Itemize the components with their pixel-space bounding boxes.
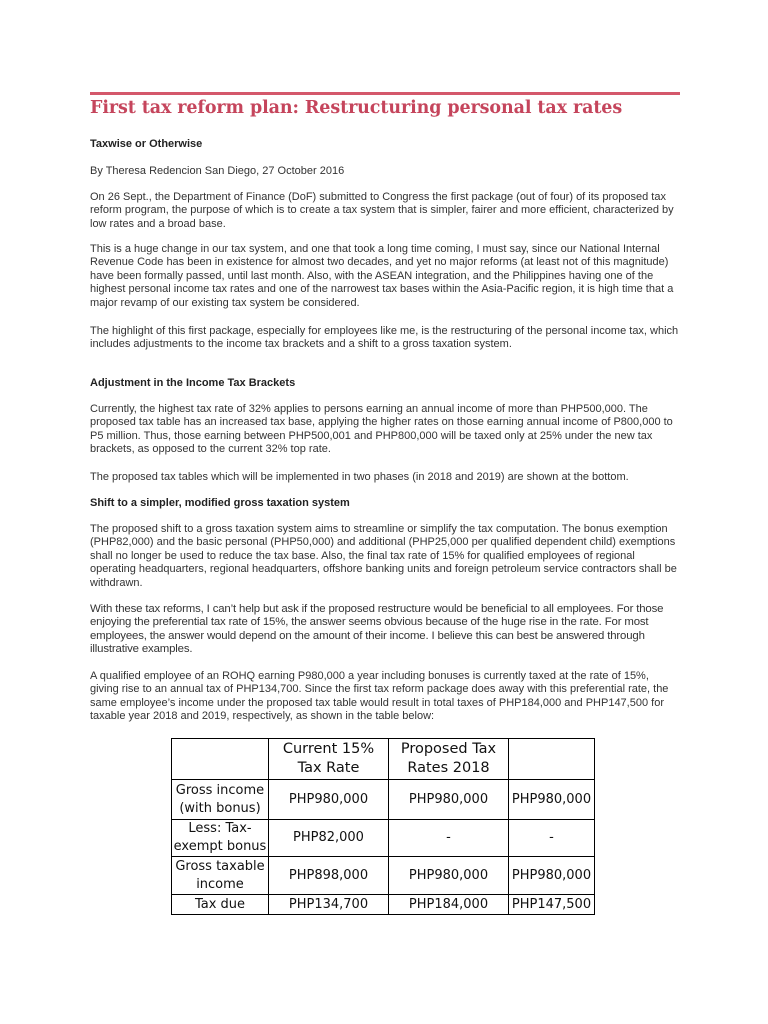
table-header-cell: Proposed Tax Rates 2018 (389, 739, 509, 780)
table-row (172, 857, 595, 895)
column-name: Taxwise or Otherwise (90, 138, 203, 150)
table-cell: - (509, 820, 595, 857)
table-row-label: Gross taxable income (172, 857, 269, 895)
table-row-label: Gross income (with bonus) (172, 780, 269, 820)
paragraph-7: With these tax reforms, I can’t help but ask if the proposed restructure would be beneficial to all employees. For those enjoying the preferential tax rate of 15%, the answer seems obvious because of the huge rise in the rate. For most employees, the answer would depend on the amount of their income. I believe this can best be answered through illustrative examples. (90, 603, 664, 656)
table-cell: PHP980,000 (509, 780, 595, 820)
table-header-cell (509, 739, 595, 780)
section-heading-brackets: Adjustment in the Income Tax Brackets (90, 377, 296, 389)
table-cell: PHP147,500 (509, 895, 595, 915)
byline: By Theresa Redencion San Diego, 27 October 2016 (90, 165, 345, 177)
table-header-row (172, 739, 595, 780)
table-header-cell: Current 15% Tax Rate (269, 739, 389, 780)
section-heading-gross-taxation: Shift to a simpler, modified gross taxation system (90, 497, 350, 509)
paragraph-6: The proposed shift to a gross taxation system aims to streamline or simplify the tax computation. The bonus exemption (PHP82,000) and the basic personal (PHP50,000) and additional (PHP25,000 per qualified dependent child) exemptions shall no longer be used to reduce the tax base. Also, the final tax rate of 15% for qualified employees of regional operating headquarters, regional headquarters, offshore banking units and foreign petroleum service contractors shall be withdrawn. (90, 523, 677, 589)
table-cell: PHP980,000 (509, 857, 595, 895)
table-row (172, 820, 595, 857)
table-row (172, 895, 595, 915)
paragraph-8: A qualified employee of an ROHQ earning P980,000 a year including bonuses is currently taxed at the rate of 15%, giving rise to an annual tax of PHP134,700. Since the first tax reform package does away with this preferential rate, the same employee’s income under the proposed tax table would result in total taxes of PHP184,000 and PHP147,500 for taxable year 2018 and 2019, respectively, as shown in the table below: (90, 670, 669, 723)
table-cell: PHP898,000 (269, 857, 389, 895)
page-title: First tax reform plan: Restructuring personal tax rates (90, 98, 623, 118)
paragraph-5: The proposed tax tables which will be implemented in two phases (in 2018 and 2019) are shown at the bottom. (90, 471, 629, 483)
table-cell: PHP184,000 (389, 895, 509, 915)
title-rule (90, 92, 680, 95)
table-cell: - (389, 820, 509, 857)
paragraph-3: The highlight of this first package, especially for employees like me, is the restructuring of the personal income tax, which includes adjustments to the income tax brackets and a shift to a gross taxation system. (90, 325, 679, 351)
table-cell: PHP980,000 (389, 857, 509, 895)
table-row-label: Less: Tax-exempt bonus (172, 820, 269, 857)
tax-comparison-table (171, 738, 595, 915)
table-cell: PHP82,000 (269, 820, 389, 857)
table-cell: PHP134,700 (269, 895, 389, 915)
paragraph-2: This is a huge change in our tax system, and one that took a long time coming, I must say, since our National Internal Revenue Code has been in existence for almost two decades, and yet no major reforms (at least not of this magnitude) have been formally passed, until last month. Also, with the ASEAN integration, and the Philippines having one of the highest personal income tax rates and one of the narrowest tax bases within the Asia-Pacific region, it is high time that a major revamp of our existing tax system be considered. (90, 243, 674, 309)
paragraph-1: On 26 Sept., the Department of Finance (DoF) submitted to Congress the first package (out of four) of its proposed tax reform program, the purpose of which is to create a tax system that is simpler, fairer and more efficient, characterized by low rates and a broad base. (90, 191, 674, 230)
table-cell: PHP980,000 (269, 780, 389, 820)
paragraph-4: Currently, the highest tax rate of 32% applies to persons earning an annual income of more than PHP500,000. The proposed tax table has an increased tax base, applying the higher rates on those earning annual income of P800,000 to P5 million. Thus, those earning between PHP500,001 and PHP800,000 will be taxed only at 25% under the new tax brackets, as opposed to the current 32% top rate. (90, 403, 673, 456)
table-row-label: Tax due (172, 895, 269, 915)
table-cell: PHP980,000 (389, 780, 509, 820)
table-row (172, 780, 595, 820)
table-header-cell (172, 739, 269, 780)
